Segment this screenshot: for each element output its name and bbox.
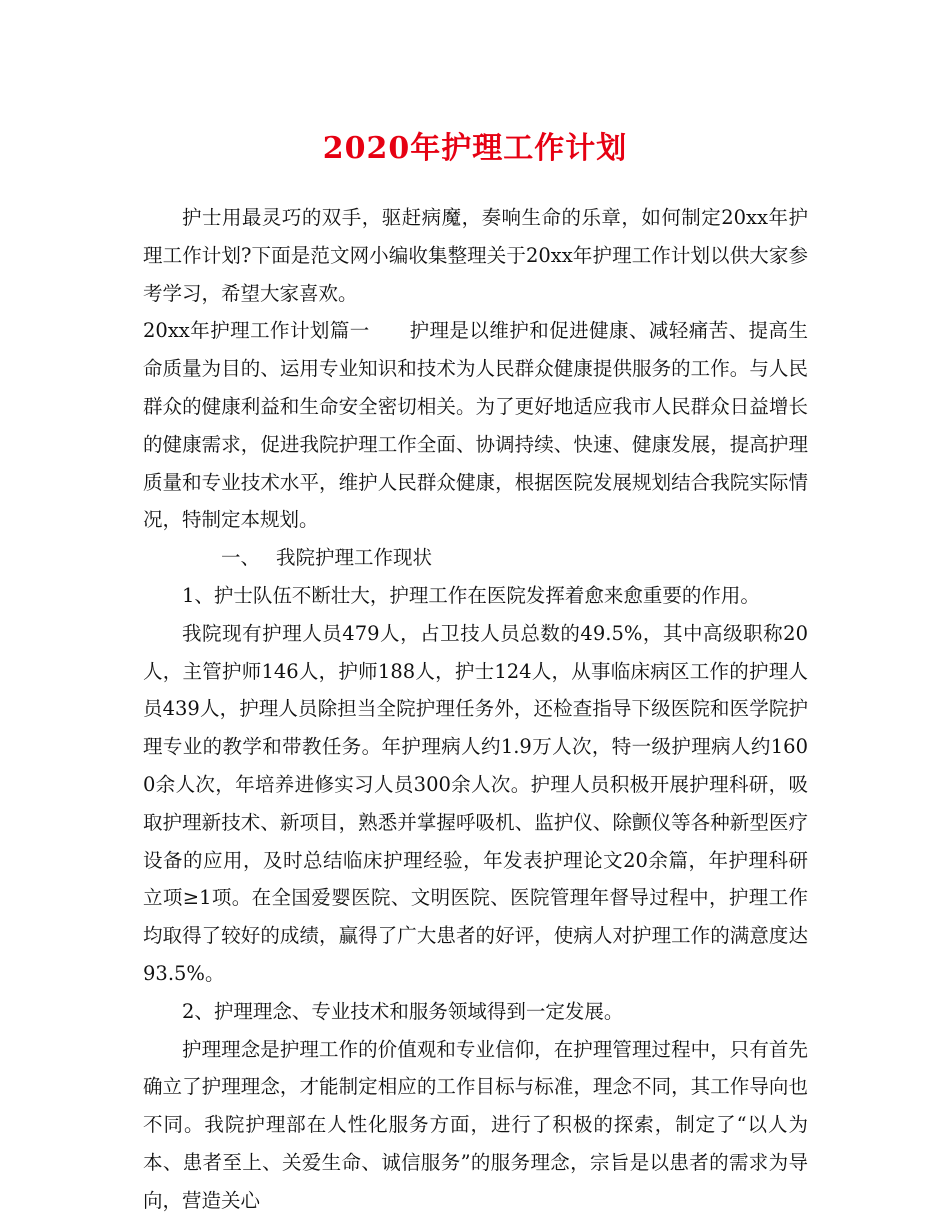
document-title: 2020年护理工作计划 — [322, 131, 628, 166]
document-body — [143, 199, 808, 1220]
section-title: 我院护理工作现状 — [276, 546, 433, 570]
section-heading — [143, 539, 808, 577]
subsection-heading-1: 1、护士队伍不断壮大，护理工作在医院发挥着愈来愈重要的作用。 — [182, 583, 760, 607]
subsection-body-1: 我院现有护理人员479人，占卫技人员总数的49.5%，其中高级职称20人，主管护师146人，护师188人，护士124人，从事临床病区工作的护理人员439人，护理人员除担当全院护理任务外，还检查指导下级医院和医学院护理专业的教学和带教任务。年护理病人约1.9万人次，特一级护理病人约1600余人次，年培养进修实习人员300余人次。护理人员积极开展护理科研，吸取护理新技术、新项目，熟悉并掌握呼吸机、监护仪、除颤仪等各种新型医疗设备的应用，及时总结临床护理经验，年发表护理论文20余篇，年护理科研立项≥1项。在全国爱婴医院、文明医院、医院管理年督导过程中，护理工作均取得了较好的成绩，赢得了广大患者的好评，使病人对护理工作的满意度达93.5%。 — [143, 621, 808, 985]
section-number: 一、 — [221, 546, 261, 570]
subsection-body-2: 护理理念是护理工作的价值观和专业信仰，在护理管理过程中，只有首先确立了护理理念，才能制定相应的工作目标与标准，理念不同，其工作导向也不同。我院护理部在人性化服务方面，进行了积极的探索，制定了“以人为本、患者至上、关爱生命、诚信服务”的服务理念，宗旨是以患者的需求为导向，营造关心 — [143, 1037, 808, 1212]
subsection-heading-2: 2、护理理念、专业技术和服务领域得到一定发展。 — [182, 999, 624, 1023]
intro-paragraph: 护士用最灵巧的双手，驱赶病魔，奏响生命的乐章，如何制定20xx年护理工作计划?下面是范文网小编收集整理关于20xx年护理工作计划以供大家参考学习，希望大家喜欢。 — [143, 206, 808, 305]
plan-intro-paragraph: 20xx年护理工作计划篇一 护理是以维护和促进健康、减轻痛苦、提高生命质量为目的、运用专业知识和技术为人民群众健康提供服务的工作。与人民群众的健康利益和生命安全密切相关。为了更好地适应我市人民群众日益增长的健康需求，促进我院护理工作全面、协调持续、快速、健康发展，提高护理质量和专业技术水平，维护人民群众健康，根据医院发展规划结合我院实际情况，特制定本规划。 — [143, 319, 808, 532]
